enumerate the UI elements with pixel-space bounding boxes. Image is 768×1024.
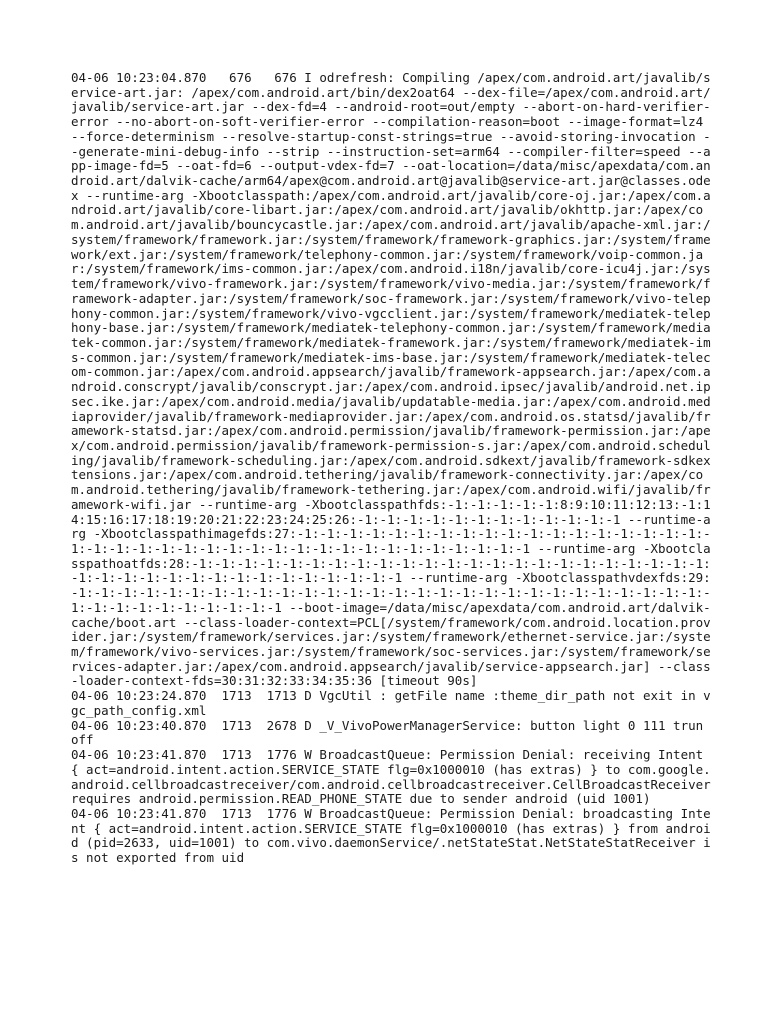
log-entry-broadcast-denial-broadcasting: 04-06 10:23:41.870 1713 1776 W BroadcastQueue: Permission Denial: broadcasting Intent { act=android.intent.action.SERVICE_STATE flg=0x1000010 (has extras) } from android (pid=2633, uid=1001) to com.vivo.daemonService/.netStateStat.NetStateStatReceiver is not exported from uid xyxy=(71,805,711,866)
log-entry-vgcutil: 04-06 10:23:24.870 1713 1713 D VgcUtil : getFile name :theme_dir_path not exit in vgc_path_config.xml xyxy=(71,688,711,718)
log-document xyxy=(71,70,719,866)
log-entry-broadcast-denial-receiving: 04-06 10:23:41.870 1713 1776 W BroadcastQueue: Permission Denial: receiving Intent { act=android.intent.action.SERVICE_STATE flg=0x1000010 (has extras) } to com.google.android.cellbroadcastreceiver/com.android.cellbroadcastreceiver.CellBroadcastReceiver requires android.permission.READ_PHONE_STATE due to sender android (uid 1001) xyxy=(71,747,719,807)
log-entry-odrefresh-compile: 04-06 10:23:04.870 676 676 I odrefresh: Compiling /apex/com.android.art/javalib/service-art.jar: /apex/com.android.art/bin/dex2oat64 --dex-file=/apex/com.android.art/javalib/service-art.jar --dex-fd=4 --android-root=out/empty --abort-on-hard-verifier-error --no-abort-on-soft-verifier-error --compilation-reason=boot --image-format=lz4 --force-determinism --resolve-startup-const-strings=true --avoid-storing-invocation --generate-mini-debug-info --strip --instruction-set=arm64 --compiler-filter=speed --app-image-fd=5 --oat-fd=6 --output-vdex-fd=7 --oat-location=/data/misc/apexdata/com.android.art/dalvik-cache/arm64/apex@com.android.art@javalib@service-art.jar@classes.odex --runtime-arg -Xbootclasspath:/apex/com.android.art/javalib/core-oj.jar:/apex/com.android.art/javalib/core-libart.jar:/apex/com.android.art/javalib/okhttp.jar:/apex/com.android.art/javalib/bouncycastle.jar:/apex/com.android.art/javalib/apache-xml.jar:/system/framework/framework.jar:/system/framework/framework-graphics.jar:/system/framework/ext.jar:/system/framework/telephony-common.jar:/system/framework/voip-common.jar:/system/framework/ims-common.jar:/apex/com.android.i18n/javalib/core-icu4j.jar:/system/framework/vivo-framework.jar:/system/framework/vivo-media.jar:/system/framework/framework-adapter.jar:/system/framework/soc-framework.jar:/system/framework/vivo-telephony-common.jar:/system/framework/vivo-vgcclient.jar:/system/framework/mediatek-telephony-base.jar:/system/framework/mediatek-telephony-common.jar:/system/framework/mediatek-common.jar:/system/framework/mediatek-framework.jar:/system/framework/mediatek-ims-common.jar:/system/framework/mediatek-ims-base.jar:/system/framework/mediatek-telecom-common.jar:/apex/com.android.appsearch/javalib/framework-appsearch.jar:/apex/com.android.conscrypt/javalib/conscrypt.jar:/apex/com.android.ipsec/javalib/android.net.ipsec.ike.jar:/apex/com.android.media/javalib/updatable-media.jar:/apex/com.android.mediaprovider/javalib/framework-mediaprovider.jar:/apex/com.android.os.statsd/javalib/framework-statsd.jar:/apex/com.android.permission/javalib/framework-permission.jar:/apex/com.android.permission/javalib/framework-permission-s.jar:/apex/com.android.scheduling/javalib/framework-scheduling.jar:/apex/com.android.sdkext/javalib/framework-sdkextensions.jar:/apex/com.android.tethering/javalib/framework-connectivity.jar:/apex/com.android.tethering/javalib/framework-tethering.jar:/apex/com.android.wifi/javalib/framework-wifi.jar --runtime-arg -Xbootclasspathfds:-1:-1:-1:-1:-1:8:9:10:11:12:13:-1:14:15:16:17:18:19:20:21:22:23:24:25:26:-1:-1:-1:-1:-1:-1:-1:-1:-1:-1:-1:-1 --runtime-arg -Xbootclasspathimagefds:27:-1:-1:-1:-1:-1:-1:-1:-1:-1:-1:-1:-1:-1:-1:-1:-1:-1:-1:-1:-1:-1:-1:-1:-1:-1:-1:-1:-1:-1:-1:-1:-1:-1:-1:-1:-1:-1:-1:-1 --runtime-arg -Xbootclasspathoatfds:28:-1:-1:-1:-1:-1:-1:-1:-1:-1:-1:-1:-1:-1:-1:-1:-1:-1:-1:-1:-1:-1:-1:-1:-1:-1:-1:-1:-1:-1:-1:-1:-1:-1:-1:-1:-1:-1:-1 --runtime-arg -Xbootclasspathvdexfds:29:-1:-1:-1:-1:-1:-1:-1:-1:-1:-1:-1:-1:-1:-1:-1:-1:-1:-1:-1:-1:-1:-1:-1:-1:-1:-1:-1:-1:-1:-1:-1:-1:-1:-1:-1:-1:-1:-1 --boot-image=/data/misc/apexdata/com.android.art/dalvik-cache/boot.art --class-loader-context=PCL[/system/framework/com.android.location.provider.jar:/system/framework/services.jar:/system/framework/ethernet-service.jar:/system/framework/vivo-services.jar:/system/framework/soc-services.jar:/system/framework/services-adapter.jar:/apex/com.android.appsearch/javalib/service-appsearch.jar] --class-loader-context-fds=30:31:32:33:34:35:36 [timeout 90s] xyxy=(71,70,711,689)
log-entry-power-manager: 04-06 10:23:40.870 1713 2678 D _V_VivoPowerManagerService: button light 0 111 trun off xyxy=(71,717,711,748)
